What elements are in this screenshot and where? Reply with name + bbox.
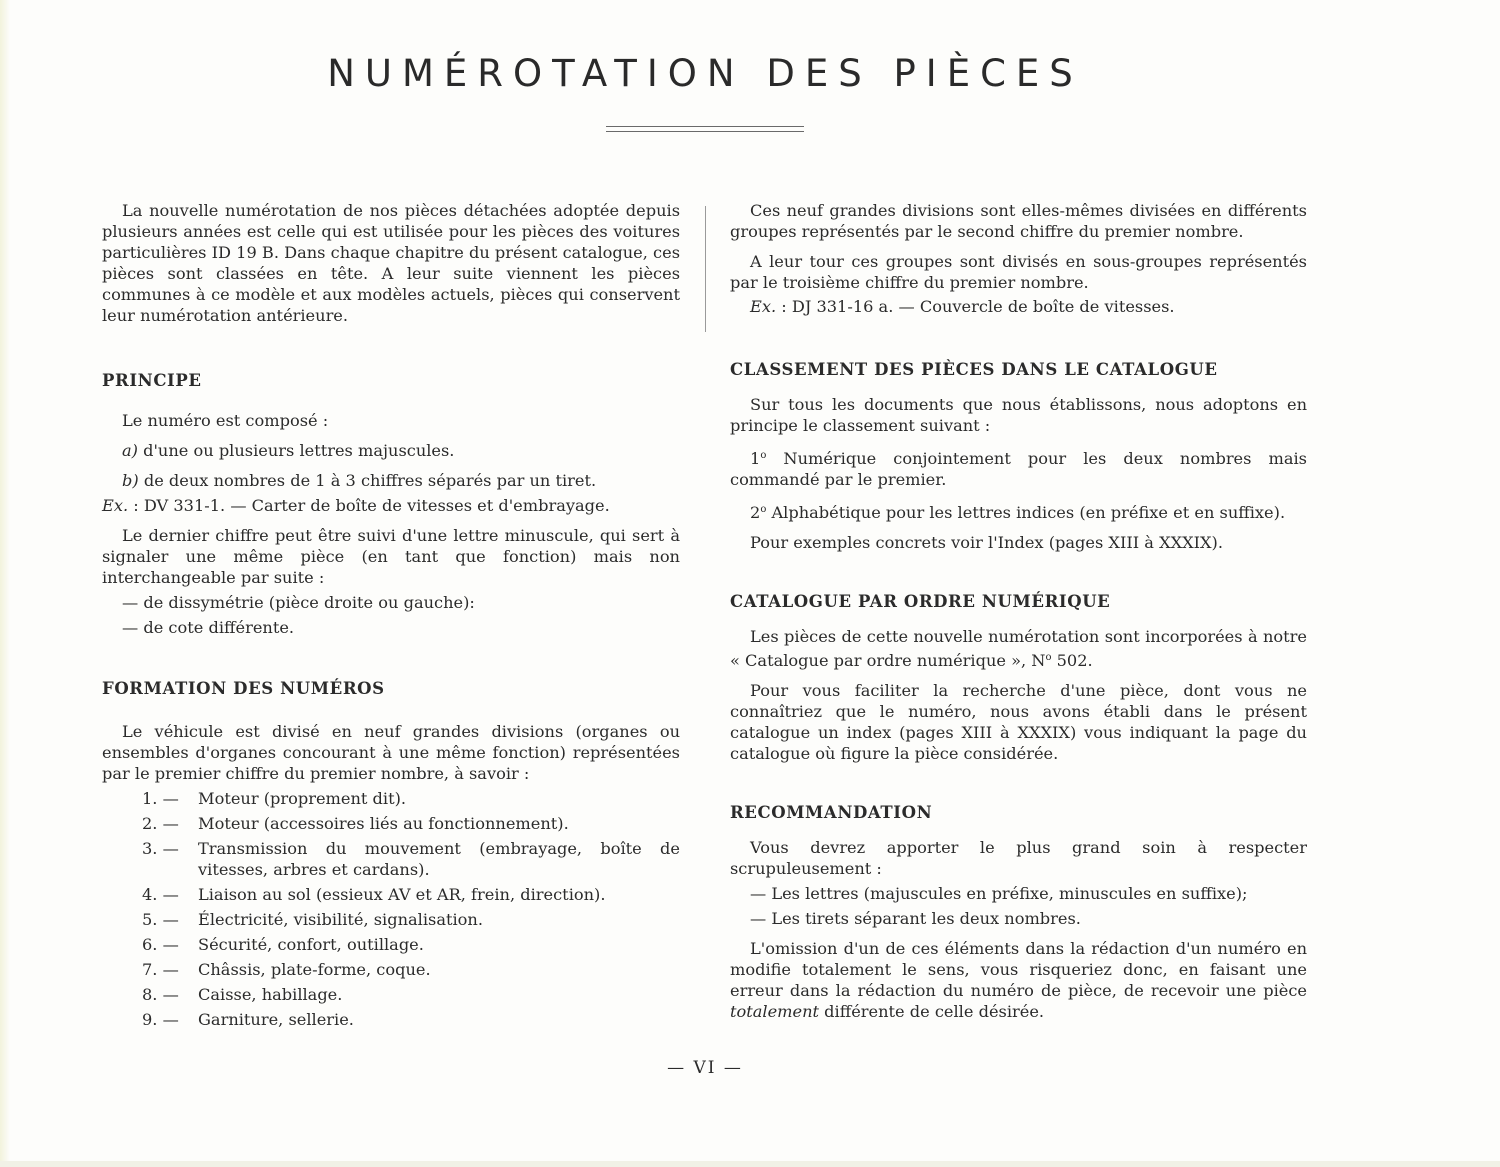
recommandation-dash2: — Les tirets séparant les deux nombres. [750, 909, 1081, 928]
list-item-text: Électricité, visibilité, signalisation. [198, 910, 483, 929]
right-ex-label: Ex. [750, 297, 777, 316]
right-example [730, 296, 1307, 317]
list-item-number: 4. — [142, 885, 179, 904]
principe-line1: Le numéro est composé : [122, 411, 329, 430]
catalogue-para1-text: Les pièces de cette nouvelle numérotation sont incorporées à notre « Catalogue par ordre numérique », N [730, 627, 1307, 670]
principe-dash2: — de cote différente. [122, 618, 295, 637]
recommandation-para2-text: L'omission d'un de ces éléments dans la rédaction d'un numéro en modifie totalement le sens, vous risqueriez donc, en faisant une erreur dans la rédaction du numéro de pièce, de recevoir une pièce [730, 939, 1307, 1000]
recommandation-para2 [730, 938, 1307, 1022]
list-item-number: 3. — [142, 839, 179, 858]
list-item [102, 838, 680, 880]
left-column [102, 200, 680, 1034]
list-item [102, 788, 680, 809]
classement-p2-text: Alphabétique pour les lettres indices (en préfixe et en suffixe). [766, 503, 1286, 522]
principe-a-text: d'une ou plusieurs lettres majuscules. [137, 441, 455, 460]
list-item [102, 909, 680, 930]
list-item-text: Sécurité, confort, outillage. [198, 935, 424, 954]
list-item-number: 5. — [142, 910, 179, 929]
catalogue-para1-sup: o [1045, 652, 1052, 663]
classement-p2-num: 2 [750, 503, 761, 522]
heading-catalogue: CATALOGUE PAR ORDRE NUMÉRIQUE [730, 592, 1111, 611]
classement-p2-sup: o [760, 504, 767, 515]
list-item [102, 934, 680, 955]
recommandation-para2-end: différente de celle désirée. [819, 1002, 1045, 1021]
principe-example [102, 495, 680, 516]
list-item [102, 1009, 680, 1030]
heading-principe: PRINCIPE [102, 371, 202, 390]
right-para2: A leur tour ces groupes sont divisés en sous-groupes représentés par le troisième chiffre du premier nombre. [730, 252, 1307, 292]
principe-b-letter: b) [122, 471, 139, 490]
list-item [102, 984, 680, 1005]
list-item [102, 813, 680, 834]
catalogue-para1 [730, 626, 1307, 671]
list-item-number: 7. — [142, 960, 179, 979]
list-item-number: 8. — [142, 985, 179, 1004]
classement-para4: Pour exemples concrets voir l'Index (pages XIII à XXXIX). [750, 533, 1224, 552]
recommandation-para1: Vous devrez apporter le plus grand soin à respecter scrupuleusement : [730, 838, 1307, 878]
recommandation-para2-emphasis: totalement [730, 1002, 820, 1021]
list-item-text: Transmission du mouvement (embrayage, boîte de vitesses, arbres et cardans). [198, 839, 680, 879]
right-ex-text: : DJ 331-16 a. — Couvercle de boîte de vitesses. [776, 297, 1175, 316]
list-item-text: Châssis, plate-forme, coque. [198, 960, 431, 979]
page-bottom-edge [0, 1161, 1500, 1167]
formation-paragraph: Le véhicule est divisé en neuf grandes divisions (organes ou ensembles d'organes concourant à une même fonction) représentées par le premier chiffre du premier nombre, à savoir : [102, 722, 680, 783]
right-para1: Ces neuf grandes divisions sont elles-mêmes divisées en différents groupes représentés par le second chiffre du premier nombre. [730, 201, 1307, 241]
classement-point2 [730, 499, 1307, 523]
list-item-text: Caisse, habillage. [198, 985, 343, 1004]
page-title: NUMÉROTATION DES PIÈCES [327, 52, 1083, 95]
list-item-number: 2. — [142, 814, 179, 833]
list-item-text: Moteur (proprement dit). [198, 789, 407, 808]
title-rule [606, 126, 804, 132]
list-item-text: Garniture, sellerie. [198, 1010, 354, 1029]
list-item-number: 6. — [142, 935, 179, 954]
classement-point1 [730, 445, 1307, 490]
principe-b-text: de deux nombres de 1 à 3 chiffres séparés par un tiret. [138, 471, 597, 490]
principe-item-b [102, 470, 680, 491]
catalogue-para1-end: 502. [1051, 651, 1093, 670]
principe-item-a [102, 440, 680, 461]
classement-p1-num: 1 [750, 449, 761, 468]
list-item-text: Liaison au sol (essieux AV et AR, frein, direction). [198, 885, 606, 904]
recommandation-dash1: — Les lettres (majuscules en préfixe, minuscules en suffixe); [750, 884, 1248, 903]
heading-formation: FORMATION DES NUMÉROS [102, 679, 385, 698]
intro-paragraph: La nouvelle numérotation de nos pièces détachées adoptée depuis plusieurs années est celle qui est utilisée pour les pièces des voitures particulières ID 19 B. Dans chaque chapitre du présent catalogue, ces pièces sont classées en tête. A leur suite viennent les pièces communes à ce modèle et aux modèles actuels, pièces qui conservent leur numérotation antérieure. [102, 201, 680, 325]
list-item [102, 884, 680, 905]
right-column [730, 200, 1307, 1022]
list-item-number: 9. — [142, 1010, 179, 1029]
principe-para2: Le dernier chiffre peut être suivi d'une lettre minuscule, qui sert à signaler une même pièce (en tant que fonction) mais non interchangeable par suite : [102, 526, 680, 587]
principe-ex-label: Ex. [102, 496, 129, 515]
page-number: — VI — [667, 1058, 743, 1078]
principe-a-letter: a) [122, 441, 138, 460]
page-edge-shadow [0, 0, 10, 1167]
classement-p1-text: Numérique conjointement pour les deux nombres mais commandé par le premier. [730, 449, 1307, 489]
principe-ex-text: : DV 331-1. — Carter de boîte de vitesses et d'embrayage. [128, 496, 610, 515]
divisions-list [102, 788, 680, 1030]
principe-dash1: — de dissymétrie (pièce droite ou gauche): [122, 593, 475, 612]
column-divider [705, 206, 706, 332]
classement-para1: Sur tous les documents que nous établissons, nous adoptons en principe le classement suivant : [730, 395, 1307, 435]
list-item-number: 1. — [142, 789, 179, 808]
catalogue-para2: Pour vous faciliter la recherche d'une pièce, dont vous ne connaîtriez que le numéro, nous avons établi dans le présent catalogue un index (pages XIII à XXXIX) vous indiquant la page du catalogue où figure la pièce considérée. [730, 681, 1307, 763]
list-item-text: Moteur (accessoires liés au fonctionnement). [198, 814, 569, 833]
list-item [102, 959, 680, 980]
heading-classement: CLASSEMENT DES PIÈCES DANS LE CATALOGUE [730, 360, 1218, 379]
classement-p1-sup: o [760, 450, 767, 461]
heading-recommandation: RECOMMANDATION [730, 803, 933, 822]
